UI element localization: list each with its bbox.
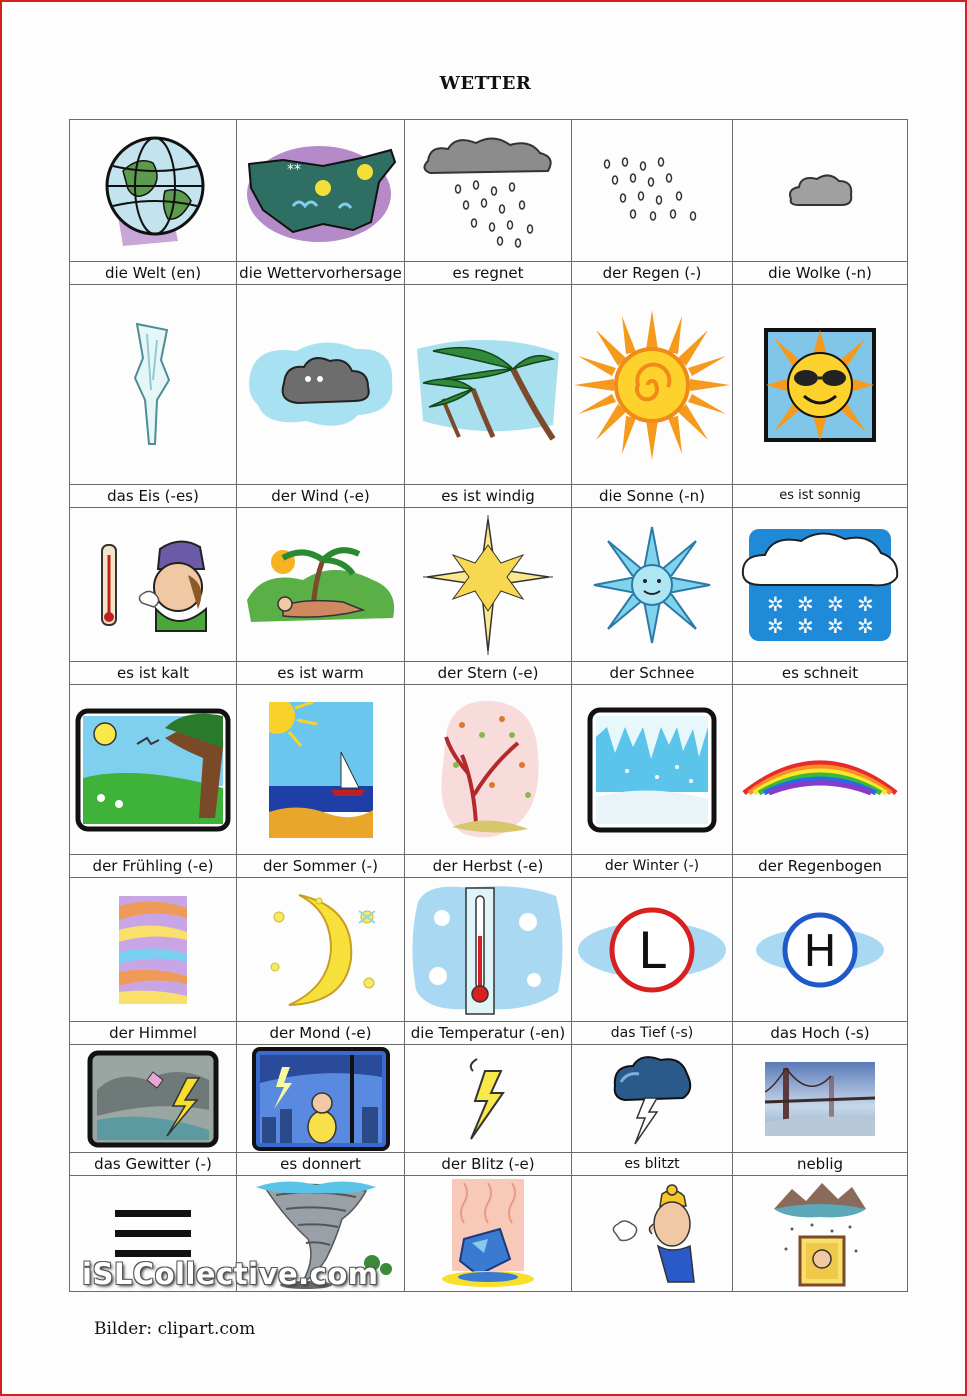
icicle-icon (123, 320, 183, 450)
label-cell: es regnet (405, 262, 572, 285)
hail-house-icon (772, 1179, 868, 1289)
svg-text:✲: ✲ (827, 613, 844, 638)
cell-es-ist-sonnig (733, 285, 908, 485)
snowing-cloud-icon (741, 525, 899, 645)
svg-text:✲: ✲ (827, 591, 844, 616)
label-row-2 (70, 485, 908, 508)
warm-beach-icon (243, 540, 399, 630)
cell-temperatur (405, 878, 572, 1022)
label-cell: es blitzt (572, 1153, 733, 1176)
label-cell: es donnert (237, 1153, 405, 1176)
label-cell: das Tief (-s) (572, 1022, 733, 1045)
star-icon (423, 515, 553, 655)
label-cell: der Blitz (-e) (405, 1153, 572, 1176)
label-cell: der Frühling (-e) (70, 855, 237, 878)
svg-text:✲: ✲ (797, 591, 814, 616)
label-row-5 (70, 1022, 908, 1045)
cell-es-ist-kalt (70, 508, 237, 662)
cell-tief (572, 878, 733, 1022)
svg-text:✲: ✲ (767, 591, 784, 616)
label-cell: das Hoch (-s) (733, 1022, 908, 1045)
cell-welt (70, 120, 237, 262)
svg-text:✲: ✲ (857, 591, 874, 616)
image-row-5 (70, 878, 908, 1022)
label-cell: der Mond (-e) (237, 1022, 405, 1045)
cell-melting-ice (405, 1176, 572, 1292)
lightning-bolt-icon (463, 1057, 513, 1141)
label-cell: der Schnee (572, 662, 733, 685)
label-cell: der Regenbogen (733, 855, 908, 878)
cell-fruehling (70, 685, 237, 855)
rainbow-icon (740, 745, 900, 795)
svg-text:✲: ✲ (767, 613, 784, 638)
cell-die-sonne (572, 285, 733, 485)
label-cell: die Wettervorhersage (237, 262, 405, 285)
label-cell: der Winter (-) (572, 855, 733, 878)
cold-person-icon (88, 535, 218, 635)
image-credit: Bilder: clipart.com (94, 1319, 256, 1339)
label-cell: es ist windig (405, 485, 572, 508)
winter-window-icon (587, 707, 717, 833)
high-pressure-letter: H (803, 925, 837, 977)
label-row-1 (70, 262, 908, 285)
cell-wind (237, 285, 405, 485)
autumn-tree-icon (432, 695, 544, 845)
snowflake-icon (590, 523, 714, 647)
image-row-2 (70, 285, 908, 485)
cell-die-wolke (733, 120, 908, 262)
windy-palms-icon (413, 329, 563, 441)
cell-es-donnert (237, 1045, 405, 1153)
cell-der-regen (572, 120, 733, 262)
label-cell: der Wind (-e) (237, 485, 405, 508)
label-cell: der Sommer (-) (237, 855, 405, 878)
image-row-3 (70, 508, 908, 662)
sun-icon (574, 310, 730, 460)
cell-sneezing (572, 1176, 733, 1292)
cell-der-schnee (572, 508, 733, 662)
cell-es-blitzt (572, 1045, 733, 1153)
label-cell: das Gewitter (-) (70, 1153, 237, 1176)
thunderstorm-icon (87, 1050, 219, 1148)
label-cell: der Stern (-e) (405, 662, 572, 685)
label-row-3 (70, 662, 908, 685)
moon-icon (259, 887, 383, 1013)
page-title: WETTER (439, 73, 532, 94)
cell-neblig (733, 1045, 908, 1153)
cell-gewitter (70, 1045, 237, 1153)
label-cell: die Sonne (-n) (572, 485, 733, 508)
weather-map-icon (243, 132, 399, 250)
label-cell: es ist sonnig (733, 485, 908, 508)
cell-wettervorhersage (237, 120, 405, 262)
melting-ice-icon (438, 1179, 538, 1289)
label-row-4 (70, 855, 908, 878)
label-cell: es ist warm (237, 662, 405, 685)
label-cell: die Welt (en) (70, 262, 237, 285)
cell-hoch (733, 878, 908, 1022)
spring-landscape-icon (75, 708, 231, 832)
cell-es-schneit (733, 508, 908, 662)
low-pressure-letter: L (638, 921, 666, 980)
svg-text:✲: ✲ (797, 613, 814, 638)
cell-sommer (237, 685, 405, 855)
globe-icon (93, 131, 213, 251)
thermometer-icon (408, 882, 568, 1018)
label-cell: die Wolke (-n) (733, 262, 908, 285)
fog-symbol-icon (113, 1206, 193, 1262)
cloud-icon (785, 171, 855, 211)
cell-mond (237, 878, 405, 1022)
cell-herbst (405, 685, 572, 855)
high-pressure-icon (755, 910, 885, 990)
low-pressure-icon (577, 905, 727, 995)
image-row-1 (70, 120, 908, 262)
summer-sailboat-icon (269, 702, 373, 838)
label-row-6 (70, 1153, 908, 1176)
cell-hail-house (733, 1176, 908, 1292)
label-cell: es schneit (733, 662, 908, 685)
cell-himmel (70, 878, 237, 1022)
thunder-window-icon (252, 1047, 390, 1151)
raindrops-icon (597, 156, 707, 226)
fog-bridge-icon (765, 1062, 875, 1136)
cell-blitz (405, 1045, 572, 1153)
weather-vocabulary-table (69, 119, 908, 1292)
label-cell: das Eis (-es) (70, 485, 237, 508)
cell-es-ist-windig (405, 285, 572, 485)
label-cell: die Temperatur (-en) (405, 1022, 572, 1045)
sunglasses-sun-icon (764, 328, 876, 442)
cell-winter (572, 685, 733, 855)
watermark: iSLCollective.com (82, 1257, 379, 1291)
label-cell: der Herbst (-e) (405, 855, 572, 878)
cell-der-stern (405, 508, 572, 662)
label-cell: neblig (733, 1153, 908, 1176)
cell-es-ist-warm (237, 508, 405, 662)
label-cell: der Himmel (70, 1022, 237, 1045)
cell-eis (70, 285, 237, 485)
lightning-cloud-icon (611, 1052, 693, 1146)
cell-regenbogen (733, 685, 908, 855)
label-cell: der Regen (-) (572, 262, 733, 285)
wind-cloud-icon (246, 335, 396, 435)
svg-text:**: ** (286, 161, 301, 178)
svg-text:✲: ✲ (857, 613, 874, 638)
sunset-sky-icon (119, 896, 187, 1004)
label-cell: es ist kalt (70, 662, 237, 685)
sneezing-person-icon (602, 1184, 702, 1284)
image-row-6 (70, 1045, 908, 1153)
rain-cloud-icon (418, 131, 558, 251)
image-row-4 (70, 685, 908, 855)
cell-es-regnet (405, 120, 572, 262)
